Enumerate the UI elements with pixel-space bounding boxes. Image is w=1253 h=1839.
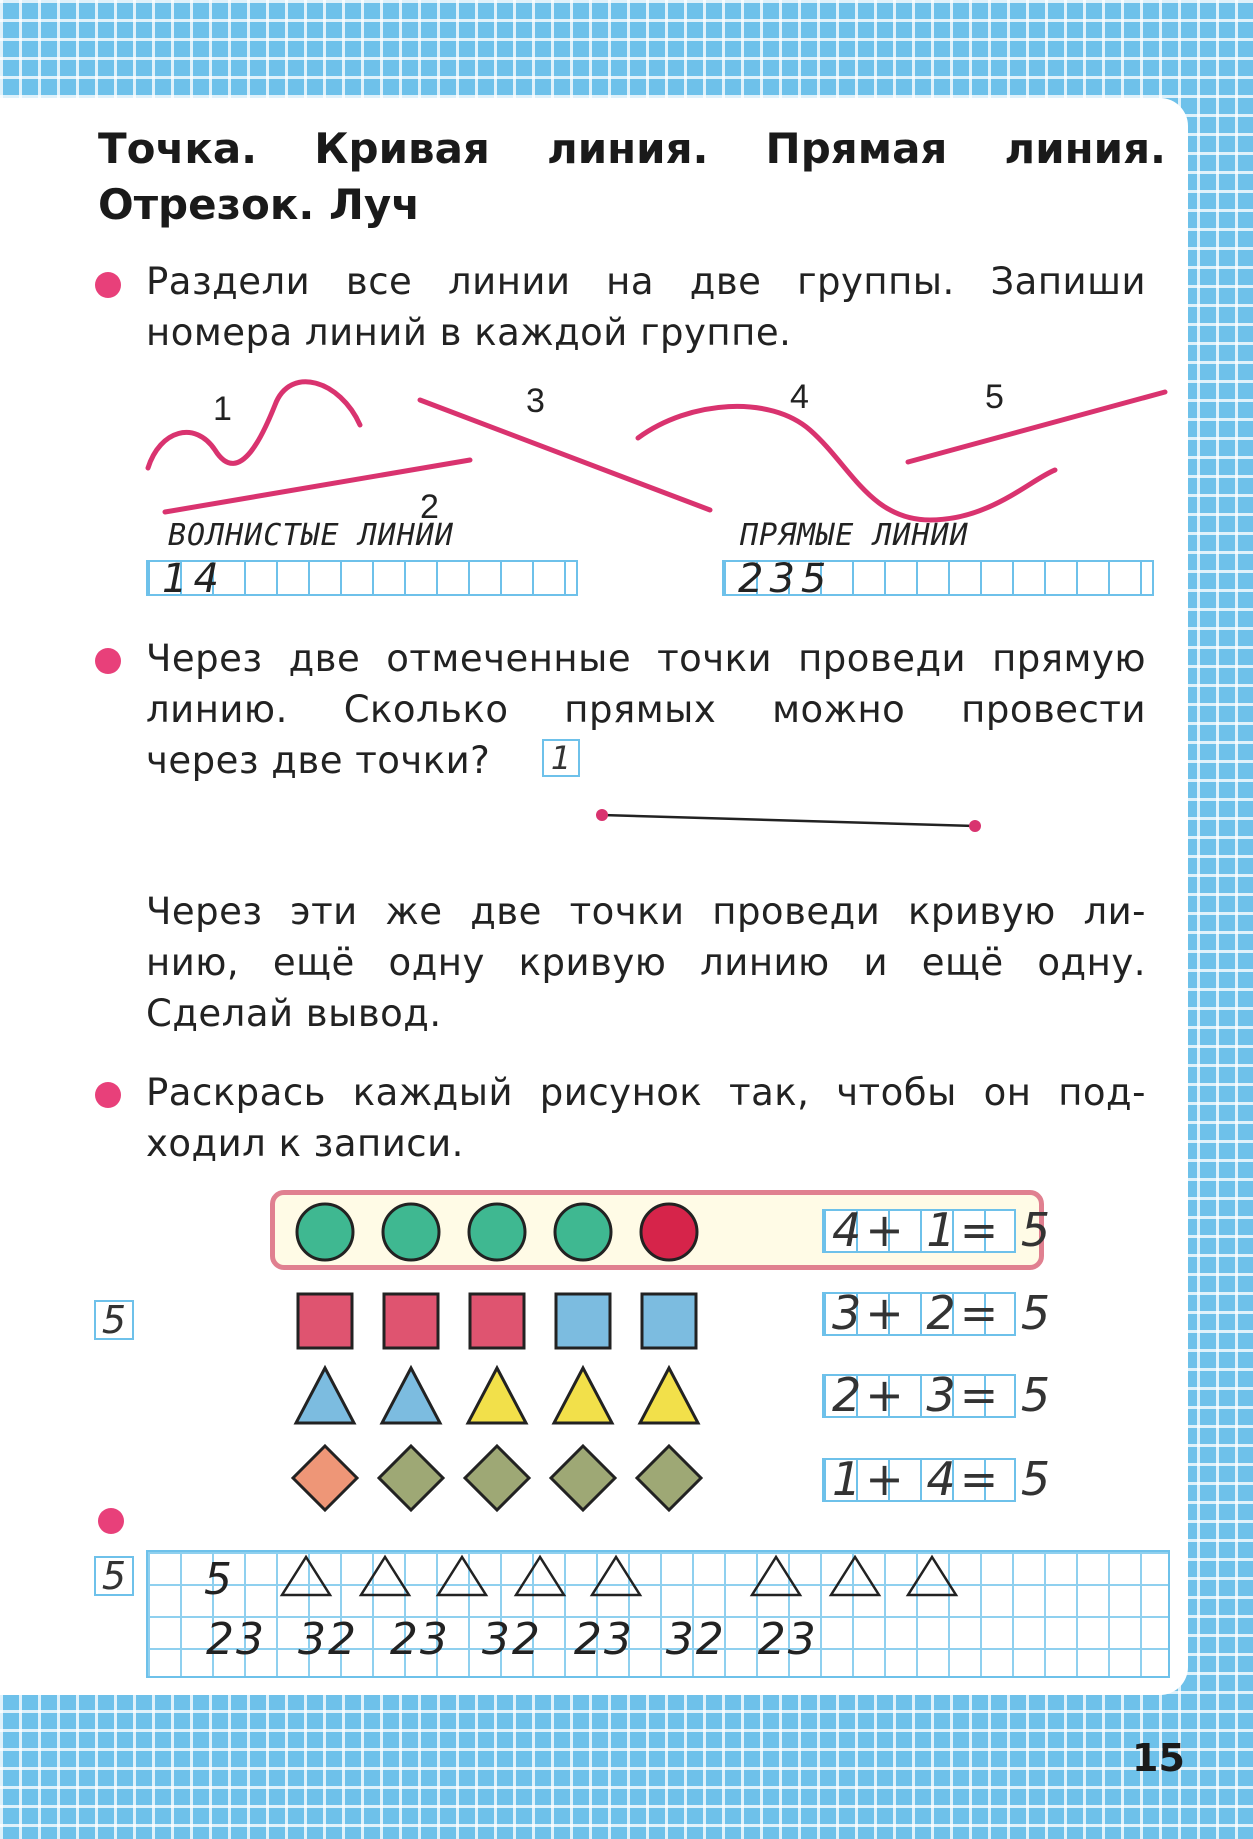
equation: 2+ 3= 5: [832, 1368, 1055, 1422]
task3-side-answer: 5: [101, 1298, 127, 1342]
page-number: 15: [1132, 1736, 1185, 1780]
task4-row1: 5: [204, 1554, 232, 1605]
task2-line: Через две отмеченные точки проведи прямую: [146, 637, 1146, 680]
equation: 4+ 1= 5: [832, 1203, 1055, 1257]
group-wavy-answer: 14: [162, 556, 225, 602]
outline-triangle: [361, 1557, 409, 1595]
task2-line: Через эти же две точки проведи кривую ли-: [146, 890, 1146, 933]
task4-row2: 23 32 23 32 23 32 23: [206, 1614, 818, 1665]
task3-line: ходил к записи.: [146, 1122, 464, 1165]
outline-triangle: [438, 1557, 486, 1595]
task2-line: Сделай вывод.: [146, 992, 442, 1035]
outline-triangle: [831, 1557, 879, 1595]
line-number-1: 1: [213, 390, 232, 428]
task2-answer: 1: [550, 739, 572, 777]
task2-line: нию, ещё одну кривую линию и ещё одну.: [146, 941, 1146, 984]
outline-triangle: [516, 1557, 564, 1595]
group-wavy-label: ВОЛНИСТЫЕ ЛИНИИ: [168, 518, 454, 553]
group-straight-answer: 235: [738, 556, 833, 602]
page-title: Точка. Кривая линия. Прямая линия.: [98, 124, 1166, 173]
line-number-2: 2: [420, 488, 439, 526]
task1-line: номера линий в каждой группе.: [146, 311, 792, 354]
task3-line: Раскрась каждый рисунок так, чтобы он под-: [146, 1071, 1146, 1114]
equation: 1+ 4= 5: [832, 1452, 1055, 1506]
task2-line: линию. Сколько прямых можно провести: [146, 688, 1146, 731]
task4-side-answer: 5: [101, 1554, 127, 1598]
equation: 3+ 2= 5: [832, 1286, 1055, 1340]
line-number-4: 4: [790, 378, 809, 416]
group-straight-label: ПРЯМЫЕ ЛИНИИ: [740, 518, 969, 553]
task2-line: через две точки?: [146, 739, 491, 782]
outline-triangle: [592, 1557, 640, 1595]
line-number-3: 3: [526, 382, 545, 420]
outline-triangle: [908, 1557, 956, 1595]
outline-triangle: [752, 1557, 800, 1595]
task1-line: Раздели все линии на две группы. Запиши: [146, 260, 1146, 303]
page-subtitle: Отрезок. Луч: [98, 180, 421, 229]
line-number-5: 5: [985, 378, 1004, 416]
outline-triangle: [282, 1557, 330, 1595]
